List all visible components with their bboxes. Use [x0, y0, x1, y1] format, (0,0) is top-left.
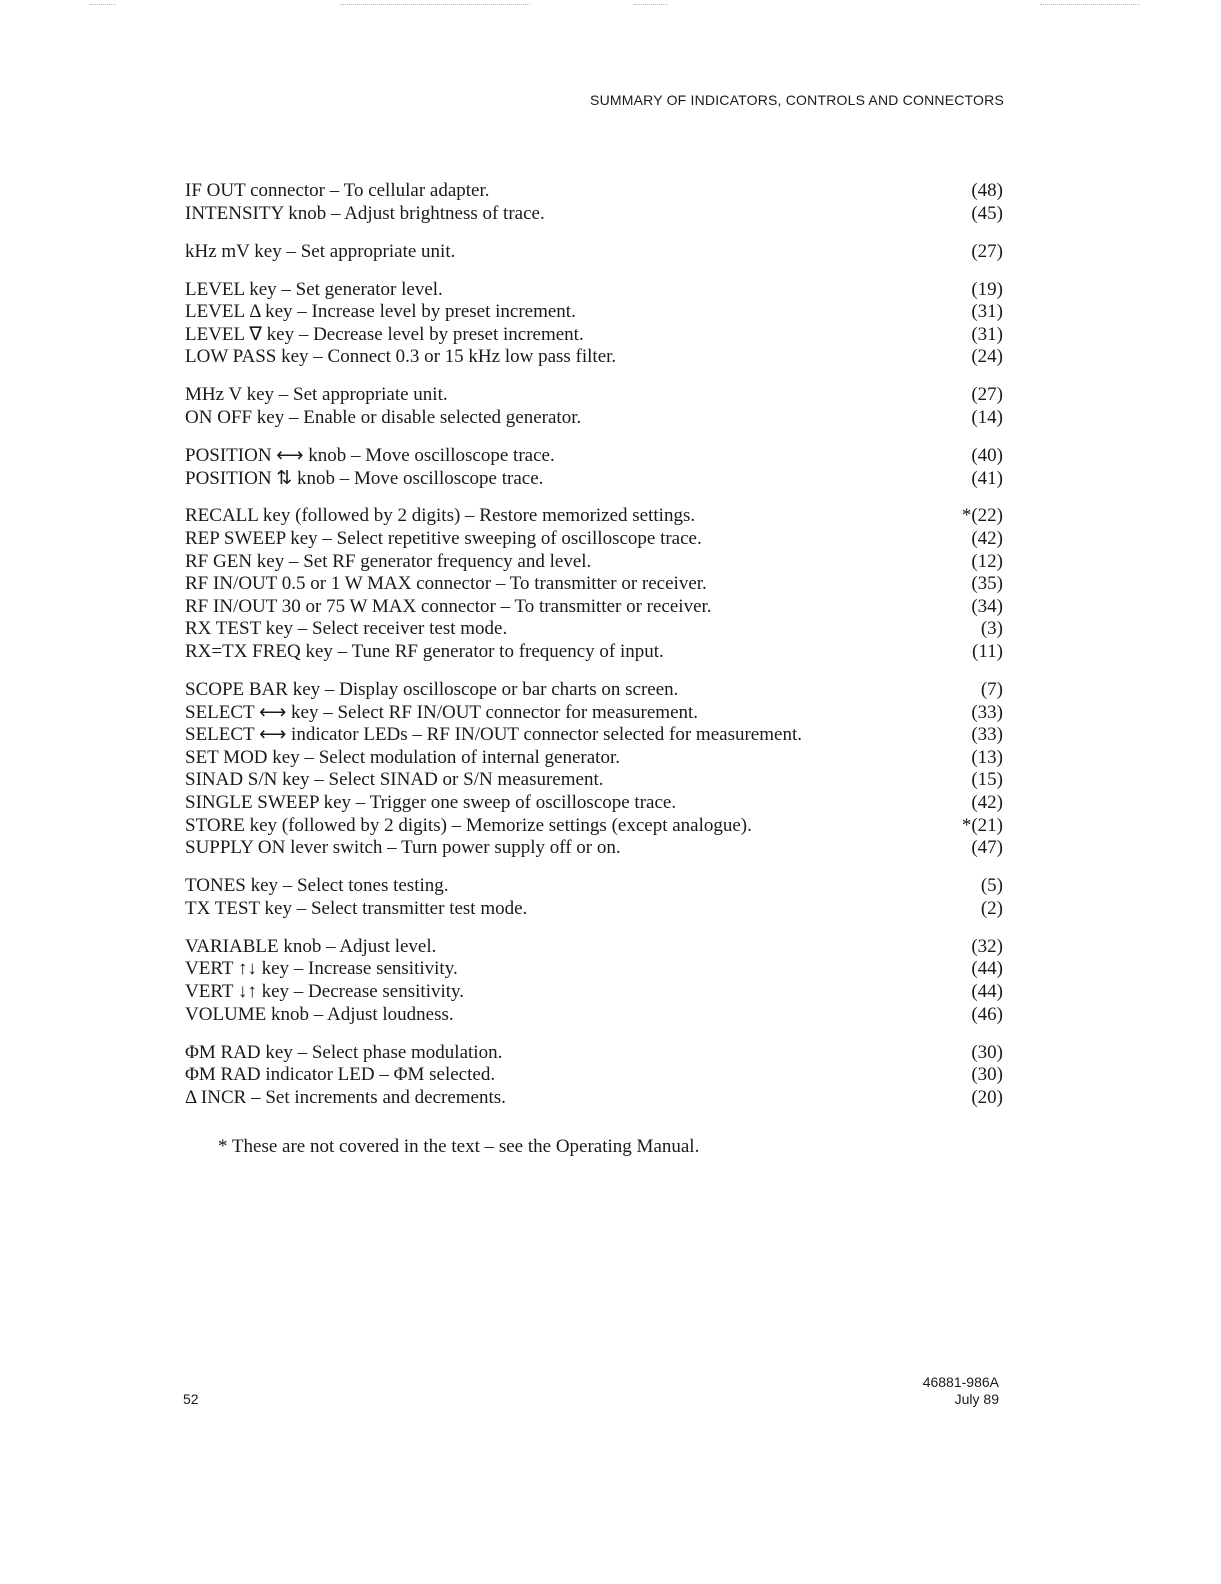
entry-description: REP SWEEP key – Select repetitive sweeping of oscilloscope trace. [185, 528, 702, 550]
entry-row [185, 1087, 1003, 1110]
entry-row [185, 641, 1003, 664]
entry-row [185, 596, 1003, 619]
entry-reference: (5) [980, 875, 1003, 897]
entry-reference: (30) [971, 1041, 1003, 1063]
entry-row [185, 936, 1003, 959]
entry-row [185, 528, 1003, 551]
entry-reference: (48) [971, 180, 1003, 201]
entry-reference: (30) [971, 1064, 1003, 1086]
entry-reference: (27) [971, 384, 1003, 406]
entry-reference: (42) [971, 792, 1003, 813]
entry-description: Δ INCR – Set increments and decrements. [185, 1086, 506, 1108]
entry-description: ON OFF key – Enable or disable selected generator. [185, 406, 582, 428]
entry-reference: (7) [980, 679, 1003, 701]
document-info [923, 1374, 999, 1408]
entry-row [185, 505, 1003, 528]
entry-reference: (31) [971, 323, 1003, 345]
entry-row [185, 180, 1003, 203]
entry-description: TONES key – Select tones testing. [185, 875, 449, 897]
entry-row [185, 815, 1003, 838]
entry-row [185, 792, 1003, 815]
entry-reference: (33) [971, 724, 1003, 746]
entry-description: SCOPE BAR key – Display oscilloscope or bar charts on screen. [185, 679, 679, 701]
entry-row [185, 618, 1003, 641]
entry-group [185, 505, 1003, 663]
entry-description: LOW PASS key – Connect 0.3 or 15 kHz low pass filter. [185, 346, 617, 368]
entry-row [185, 702, 1003, 725]
entry-description: LEVEL ∇ key – Decrease level by preset increment. [185, 323, 584, 345]
entry-reference: (44) [971, 958, 1003, 980]
scan-mark [634, 4, 668, 5]
entry-reference: (27) [971, 240, 1003, 262]
entry-reference: (12) [971, 550, 1003, 572]
entry-group [185, 279, 1003, 369]
entry-row [185, 724, 1003, 747]
entry-group [185, 1042, 1003, 1110]
entry-reference: (3) [980, 618, 1003, 640]
entries-list [185, 180, 1003, 1125]
entry-group [185, 936, 1003, 1026]
entry-description: VARIABLE knob – Adjust level. [185, 935, 437, 957]
entry-row [185, 679, 1003, 702]
entry-reference: (41) [971, 467, 1003, 489]
entry-reference: (40) [971, 444, 1003, 466]
entry-row [185, 468, 1003, 491]
entry-reference: (47) [971, 837, 1003, 859]
entry-row [185, 1042, 1003, 1065]
entry-row [185, 1064, 1003, 1087]
entry-row [185, 875, 1003, 898]
entry-description: LEVEL key – Set generator level. [185, 278, 443, 300]
entry-row [185, 747, 1003, 770]
page-header: SUMMARY OF INDICATORS, CONTROLS AND CONNECTORS [590, 92, 1004, 108]
entry-description: RF IN/OUT 30 or 75 W MAX connector – To transmitter or receiver. [185, 595, 712, 617]
entry-row [185, 203, 1003, 226]
entry-description: VERT ↓↑ key – Decrease sensitivity. [185, 980, 465, 1002]
entry-description: VERT ↑↓ key – Increase sensitivity. [185, 958, 458, 980]
entry-reference: (46) [971, 1003, 1003, 1025]
entry-row [185, 573, 1003, 596]
entry-reference: (20) [971, 1086, 1003, 1108]
entry-row [185, 279, 1003, 302]
entry-row [185, 301, 1003, 324]
document-number: 46881-986A [922, 1374, 999, 1390]
entry-description: RECALL key (followed by 2 digits) – Restore memorized settings. [185, 505, 696, 527]
document-date: July 89 [954, 1391, 999, 1407]
scan-mark [340, 4, 530, 5]
entry-description: IF OUT connector – To cellular adapter. [185, 180, 490, 201]
entry-description: SINGLE SWEEP key – Trigger one sweep of oscilloscope trace. [185, 792, 677, 813]
entry-description: TX TEST key – Select transmitter test mode. [185, 897, 528, 919]
entry-reference: (31) [971, 301, 1003, 323]
entry-row [185, 241, 1003, 264]
entry-row [185, 769, 1003, 792]
entry-description: ΦM RAD key – Select phase modulation. [185, 1041, 503, 1063]
entry-row [185, 384, 1003, 407]
entry-reference: (34) [971, 595, 1003, 617]
scan-mark [1040, 4, 1140, 5]
entry-group [185, 384, 1003, 429]
entry-description: POSITION ⇅ knob – Move oscilloscope trace. [185, 467, 544, 489]
entry-reference: (19) [971, 278, 1003, 300]
entry-description: SELECT ⟷ indicator LEDs – RF IN/OUT connector selected for measurement. [185, 724, 802, 746]
entry-reference: (33) [971, 701, 1003, 723]
entry-reference: (2) [980, 897, 1003, 919]
scan-mark [90, 4, 116, 5]
entry-row [185, 898, 1003, 921]
entry-row [185, 837, 1003, 860]
entry-reference: *(21) [961, 814, 1003, 836]
entry-description: SET MOD key – Select modulation of internal generator. [185, 746, 620, 768]
entry-description: ΦM RAD indicator LED – ΦM selected. [185, 1064, 496, 1086]
entry-row [185, 551, 1003, 574]
entry-description: RX TEST key – Select receiver test mode. [185, 618, 508, 640]
entry-description: INTENSITY knob – Adjust brightness of trace. [185, 202, 545, 224]
entry-group [185, 445, 1003, 490]
entry-description: LEVEL Δ key – Increase level by preset increment. [185, 301, 576, 323]
entry-reference: (44) [971, 980, 1003, 1002]
footnote: * These are not covered in the text – see the Operating Manual. [218, 1136, 700, 1157]
entry-group [185, 241, 1003, 264]
entry-reference: (11) [972, 641, 1003, 663]
entry-row [185, 445, 1003, 468]
entry-reference: (24) [971, 346, 1003, 368]
entry-description: RF IN/OUT 0.5 or 1 W MAX connector – To transmitter or receiver. [185, 573, 707, 595]
entry-reference: (35) [971, 573, 1003, 595]
entry-row [185, 346, 1003, 369]
entry-row [185, 324, 1003, 347]
entry-row [185, 958, 1003, 981]
entry-reference: *(22) [961, 505, 1003, 527]
entry-description: RF GEN key – Set RF generator frequency and level. [185, 550, 592, 572]
entry-group [185, 679, 1003, 860]
entry-reference: (13) [971, 746, 1003, 768]
entry-description: SELECT ⟷ key – Select RF IN/OUT connector for measurement. [185, 701, 699, 723]
page-number: 52 [183, 1391, 199, 1407]
entry-reference: (14) [971, 406, 1003, 428]
entry-description: SINAD S/N key – Select SINAD or S/N measurement. [185, 769, 604, 791]
entry-description: VOLUME knob – Adjust loudness. [185, 1003, 454, 1025]
entry-description: MHz V key – Set appropriate unit. [185, 384, 448, 406]
entry-reference: (45) [971, 202, 1003, 224]
entry-row [185, 1004, 1003, 1027]
entry-description: STORE key (followed by 2 digits) – Memorize settings (except analogue). [185, 814, 752, 836]
entry-row [185, 981, 1003, 1004]
entry-group [185, 875, 1003, 920]
entry-row [185, 407, 1003, 430]
entry-description: POSITION ⟷ knob – Move oscilloscope trace. [185, 444, 555, 466]
entry-group [185, 180, 1003, 225]
entry-reference: (15) [971, 769, 1003, 791]
entry-description: SUPPLY ON lever switch – Turn power supply off or on. [185, 837, 621, 859]
entry-reference: (42) [971, 528, 1003, 550]
entry-description: kHz mV key – Set appropriate unit. [185, 240, 456, 262]
entry-description: RX=TX FREQ key – Tune RF generator to frequency of input. [185, 641, 664, 663]
entry-reference: (32) [971, 935, 1003, 957]
